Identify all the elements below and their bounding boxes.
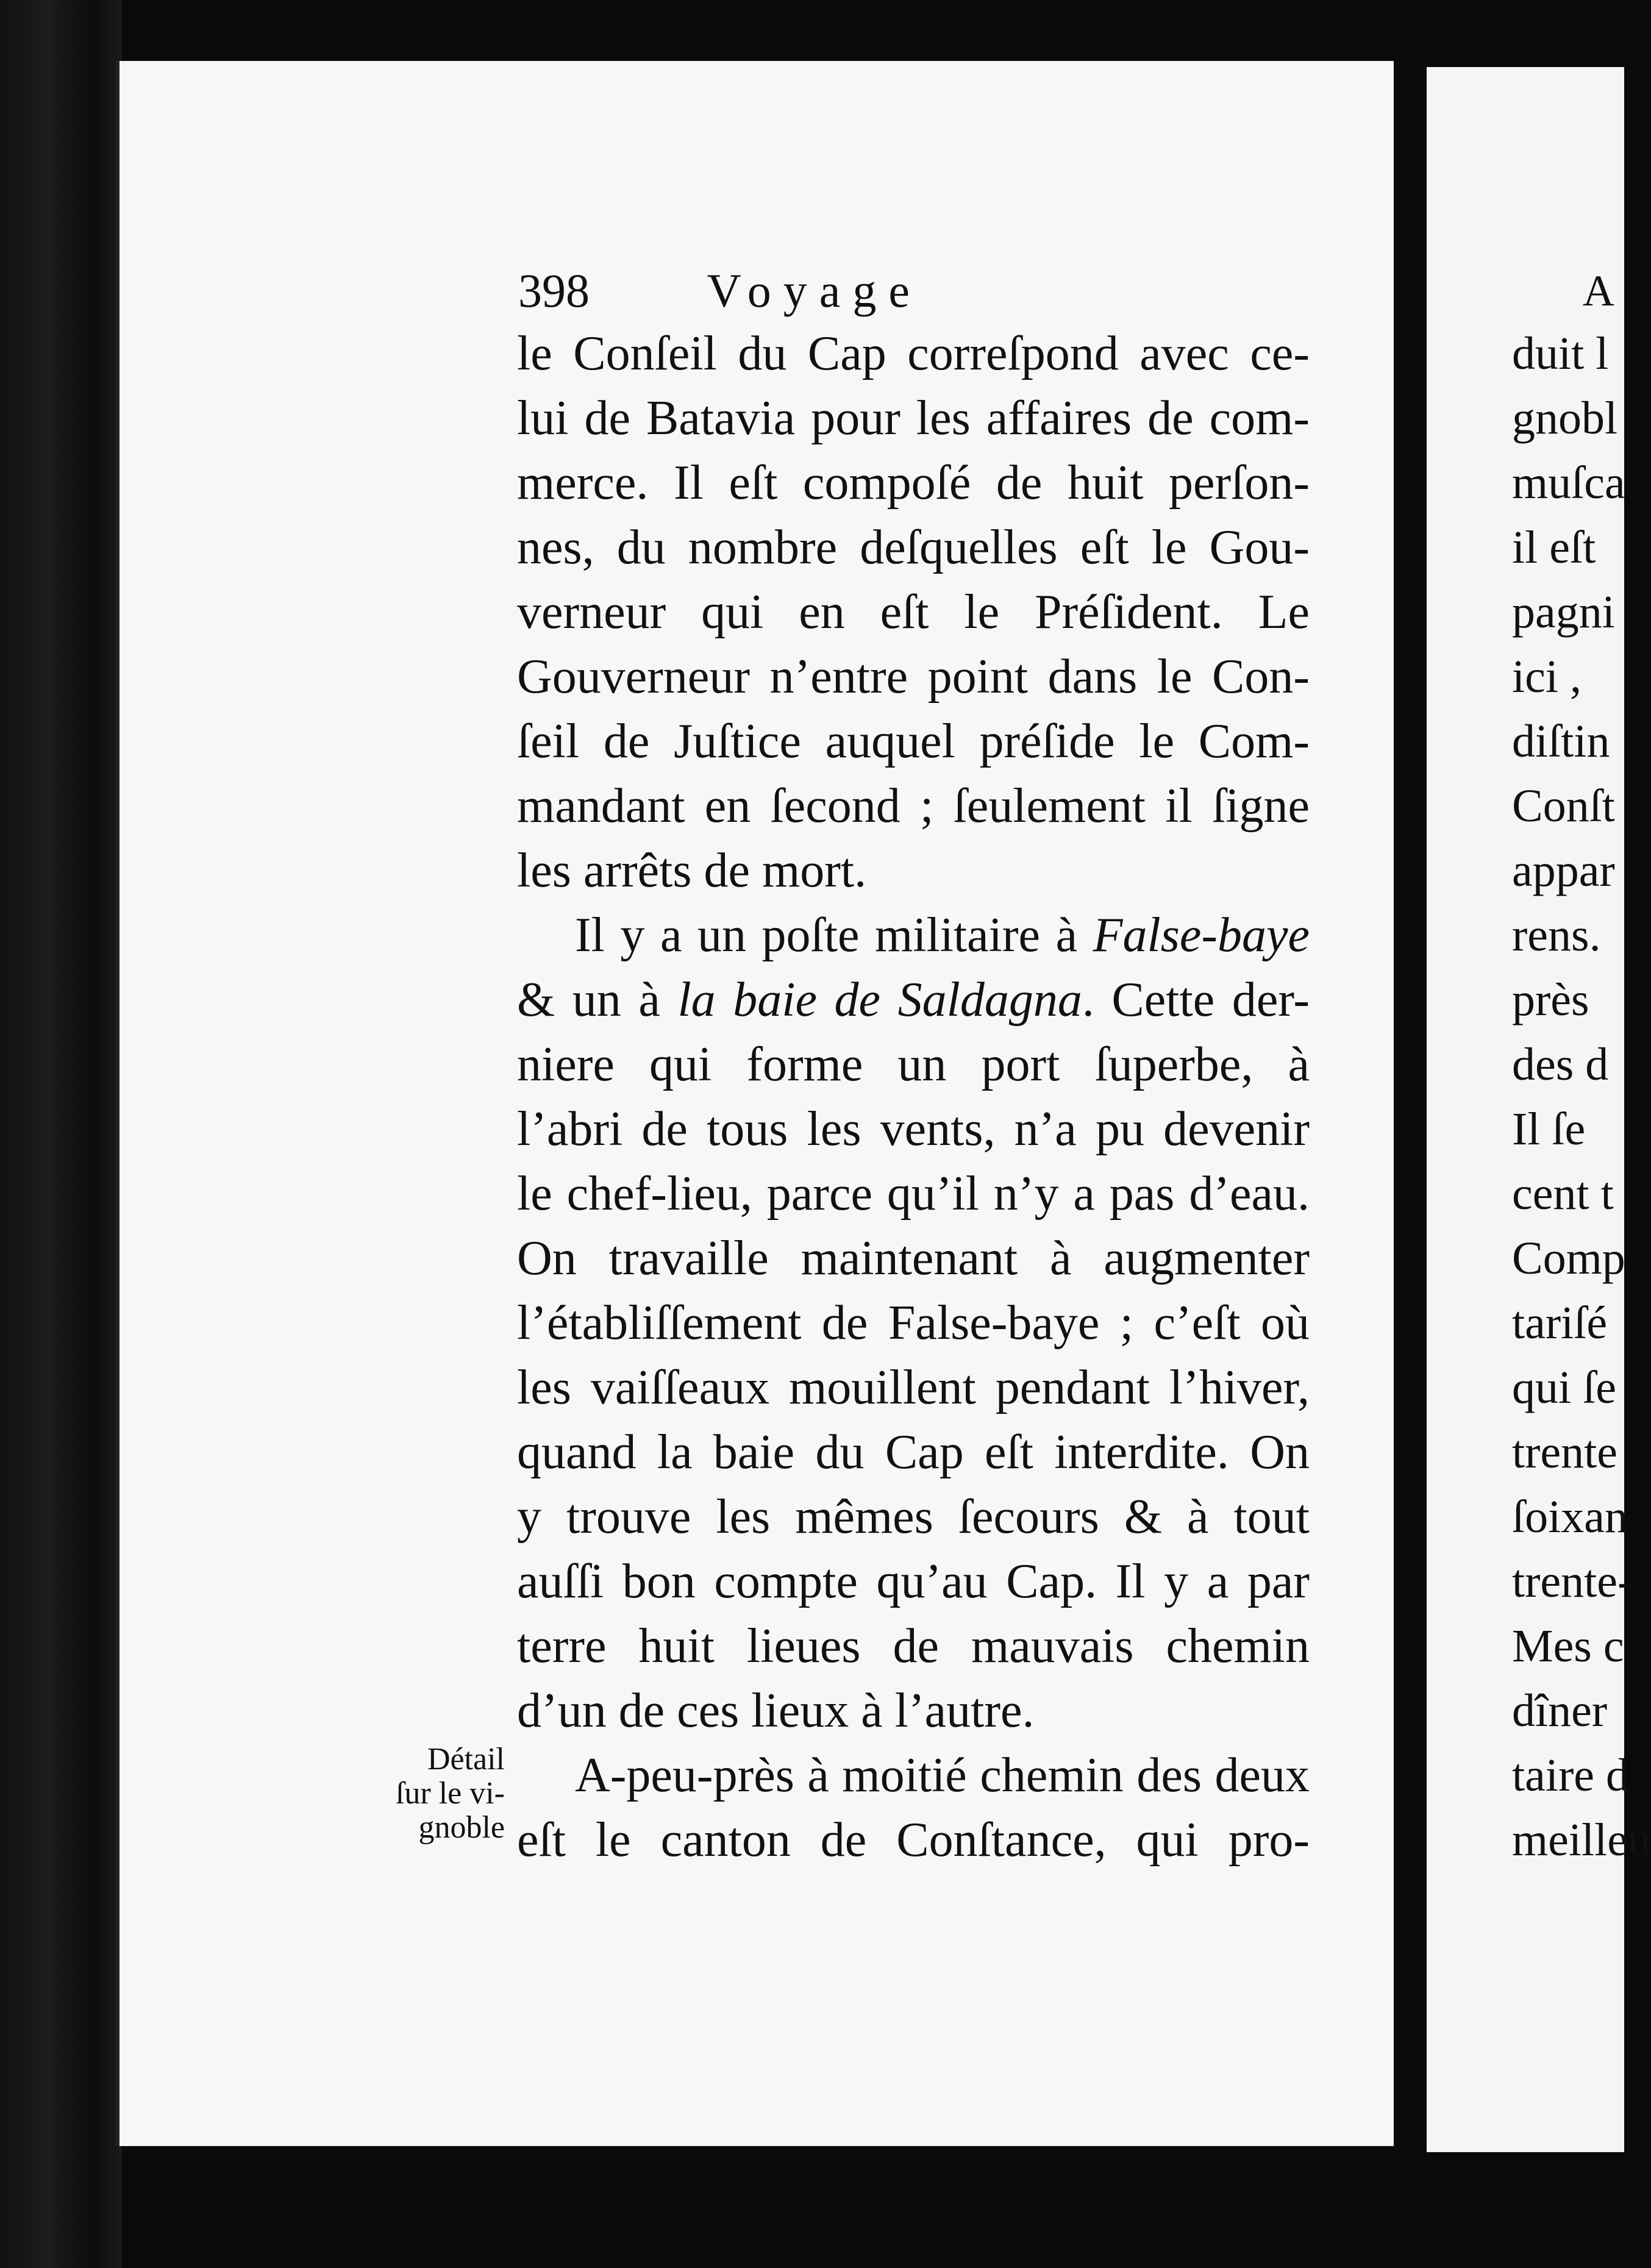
text-line: le Conſeil du Cap correſpond avec ce- xyxy=(517,327,1310,380)
margin-note xyxy=(365,1742,505,1845)
text-line: l’abri de tous les vents, n’a pu devenir xyxy=(517,1102,1310,1156)
margin-note-line: ſur le vi- xyxy=(395,1776,505,1811)
text-run: . Cette der- xyxy=(1082,973,1310,1027)
text-line: eſt le canton de Conſtance, qui pro- xyxy=(517,1813,1310,1867)
text-line: taire d xyxy=(1512,1750,1630,1801)
text-line: des d xyxy=(1512,1039,1609,1090)
margin-note-line: Détail xyxy=(427,1742,505,1777)
text-line: mandant en ſecond ; ſeulement il ſigne xyxy=(517,779,1310,833)
text-line: diſtin xyxy=(1512,716,1610,767)
text-line: y trouve les mêmes ſecours & à tout xyxy=(517,1490,1310,1544)
place-name-italic: la baie de Saldagna xyxy=(677,973,1082,1027)
text-line: Comp xyxy=(1512,1233,1625,1284)
text-line: le chef-lieu, parce qu’il n’y a pas d’eau. xyxy=(517,1167,1310,1221)
text-line: muſca xyxy=(1512,457,1625,508)
right-page-text xyxy=(1512,321,1651,1872)
text-line: meilleu xyxy=(1512,1814,1651,1866)
body-text xyxy=(517,321,1310,1872)
margin-note-line: gnoble xyxy=(418,1810,505,1845)
place-name-italic: False-baye xyxy=(1093,908,1310,962)
text-line: tariſé xyxy=(1512,1297,1608,1349)
text-line: pagni xyxy=(1512,587,1615,638)
text-line: niere qui forme un port ſuperbe, à xyxy=(517,1038,1310,1091)
text-line: les arrêts de mort. xyxy=(517,844,867,897)
text-line: auſſi bon compte qu’au Cap. Il y a par xyxy=(517,1555,1310,1608)
text-line: près xyxy=(1512,974,1589,1025)
text-run: & un à xyxy=(517,973,678,1027)
text-line: dîner xyxy=(1512,1685,1608,1736)
running-title: Voyage xyxy=(707,264,922,317)
text-line: il eſt xyxy=(1512,522,1596,573)
text-line: les vaiſſeaux mouillent pendant l’hiver, xyxy=(517,1361,1310,1414)
text-line: A-peu-près à moitié chemin des deux xyxy=(575,1749,1310,1802)
text-line: Conſt xyxy=(1512,780,1615,832)
text-line: nes, du nombre deſquelles eſt le Gou- xyxy=(517,521,1310,574)
text-line: qui ſe xyxy=(1512,1362,1616,1413)
text-line: Il ſe xyxy=(1512,1104,1586,1155)
right-page-header: A xyxy=(1583,266,1614,315)
text-line: quand la baie du Cap eſt interdite. On xyxy=(517,1425,1310,1479)
text-line: l’établiſſement de False-baye ; c’eſt où xyxy=(517,1296,1310,1350)
text-line xyxy=(517,903,1310,968)
text-line: merce. Il eſt compoſé de huit perſon- xyxy=(517,456,1310,510)
text-run: Il y a un poſte militaire à xyxy=(575,908,1093,962)
text-line: verneur qui en eſt le Préſident. Le xyxy=(517,585,1310,639)
page-header xyxy=(518,263,922,318)
text-line: rens. xyxy=(1512,910,1601,961)
text-line: trente xyxy=(1512,1427,1618,1478)
text-line: cent t xyxy=(1512,1168,1614,1219)
text-line: duit l xyxy=(1512,328,1609,379)
book-spine xyxy=(0,0,122,2268)
text-line xyxy=(517,968,1310,1032)
text-line: Mes c xyxy=(1512,1621,1624,1672)
text-line: ſoixan xyxy=(1512,1491,1628,1542)
text-line: Gouverneur n’entre point dans le Con- xyxy=(517,650,1310,704)
text-line: d’un de ces lieux à l’autre. xyxy=(517,1684,1035,1738)
text-line: lui de Batavia pour les affaires de com- xyxy=(517,391,1310,445)
text-line: trente- xyxy=(1512,1556,1633,1607)
text-line: On travaille maintenant à augmenter xyxy=(517,1232,1310,1285)
page-number: 398 xyxy=(518,264,590,317)
text-line: gnobl xyxy=(1512,393,1618,444)
text-line: terre huit lieues de mauvais chemin xyxy=(517,1619,1310,1673)
text-line: ſeil de Juſtice auquel préſide le Com- xyxy=(517,715,1310,768)
text-line: appar xyxy=(1512,845,1615,896)
right-page xyxy=(1427,67,1651,2152)
text-line: ici , xyxy=(1512,651,1581,702)
